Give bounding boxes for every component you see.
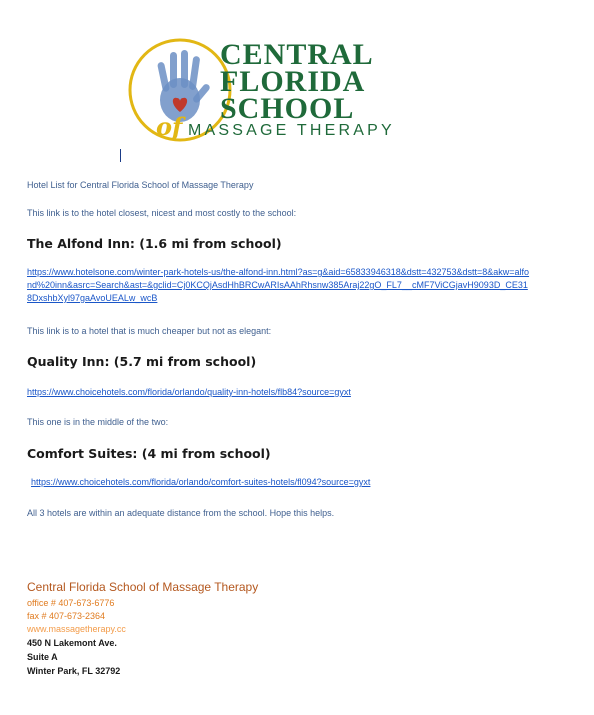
hotel-link-alfond[interactable]: https://www.hotelsone.com/winter-park-hotels-us/the-alfond-inn.html?as=g&aid=65833946318&dstt=432753&dstt=8&akw=alfond%20inn&asrc=Search&ast=&gclid=Cj0KCQjAsdHhBRCwARIsAAhRhsnw385Araj22gO_FL7__cMF7ViCGjavH9093D_CE318DxshbXyl97gaAvoUEALw_wcB bbox=[27, 267, 530, 303]
hotel-heading-comfort: Comfort Suites: (4 mi from school) bbox=[27, 446, 271, 461]
signature-office-phone: office # 407-673-6776 bbox=[27, 598, 115, 608]
lead-text-1: This link is to the hotel closest, nicest and most costly to the school: bbox=[27, 208, 297, 218]
signature-address-street: 450 N Lakemont Ave. bbox=[27, 638, 117, 648]
hotel-heading-alfond: The Alfond Inn: (1.6 mi from school) bbox=[27, 236, 282, 251]
signature-address-suite: Suite A bbox=[27, 652, 58, 662]
hotel-link-comfort[interactable]: https://www.choicehotels.com/florida/orlando/comfort-suites-hotels/fl094?source=gyxt bbox=[31, 477, 371, 487]
lead-text-2: This link is to a hotel that is much cheaper but not as elegant: bbox=[27, 326, 272, 336]
logo-text-line2: FLORIDA bbox=[220, 65, 366, 98]
signature-name: Central Florida School of Massage Therapy bbox=[27, 580, 259, 594]
lead-text-3: This one is in the middle of the two: bbox=[27, 417, 169, 427]
signature-fax: fax # 407-673-2364 bbox=[27, 611, 106, 621]
hotel-heading-quality: Quality Inn: (5.7 mi from school) bbox=[27, 354, 257, 369]
intro-text: Hotel List for Central Florida School of Massage Therapy bbox=[27, 180, 254, 190]
text-cursor bbox=[120, 149, 121, 162]
hotel-link-quality[interactable]: https://www.choicehotels.com/florida/orlando/quality-inn-hotels/flb84?source=gyxt bbox=[27, 387, 351, 397]
signature-address-city: Winter Park, FL 32792 bbox=[27, 666, 121, 676]
school-logo bbox=[126, 34, 426, 154]
logo-text-line1: CENTRAL bbox=[220, 38, 374, 71]
logo-of-script: of bbox=[156, 112, 183, 141]
logo-text-line4: MASSAGE THERAPY bbox=[188, 122, 395, 139]
logo-text-line3: SCHOOL bbox=[220, 92, 355, 125]
closing-text: All 3 hotels are within an adequate distance from the school. Hope this helps. bbox=[27, 508, 335, 518]
signature-website[interactable]: www.massagetherapy.cc bbox=[27, 624, 126, 634]
